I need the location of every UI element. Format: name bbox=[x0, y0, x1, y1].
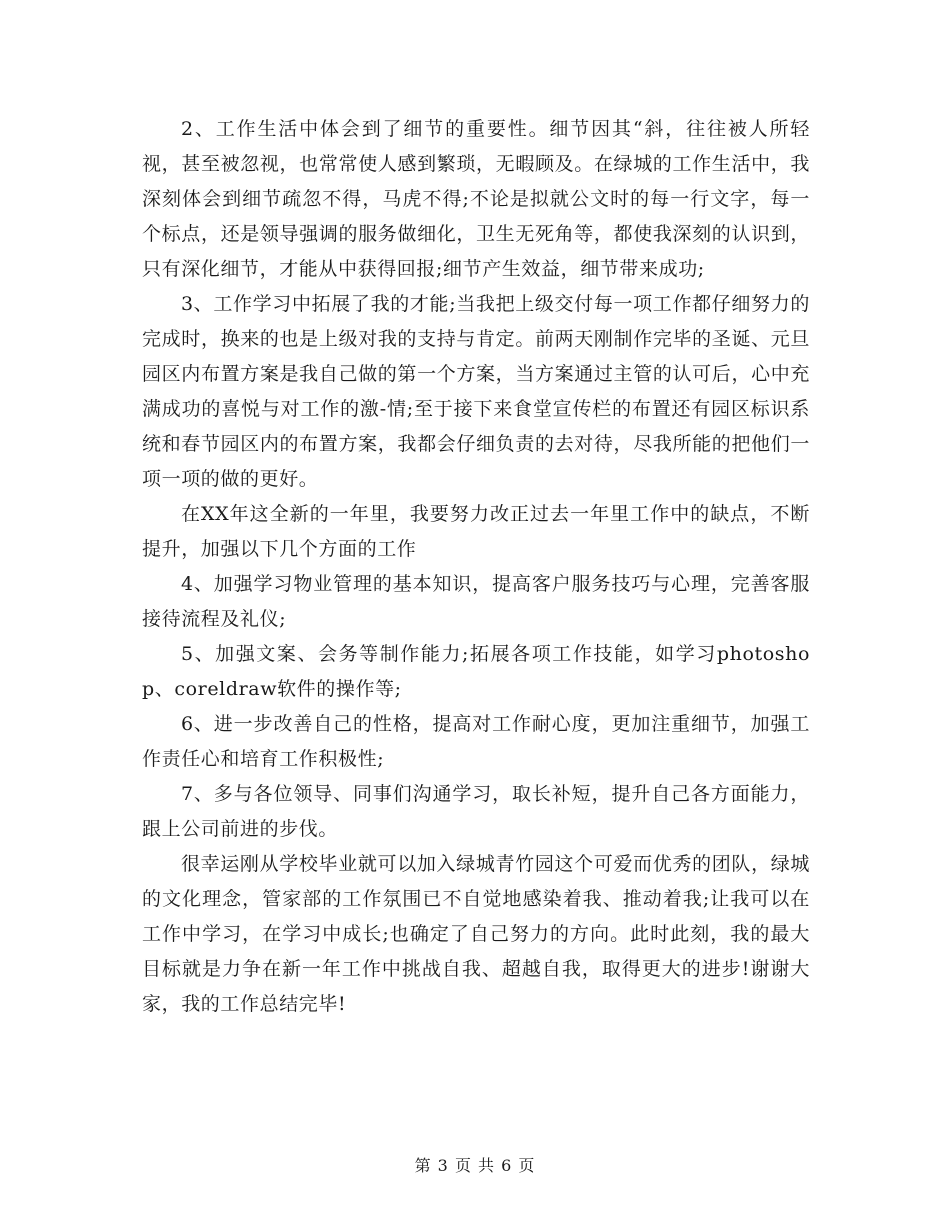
page-number-footer: 第 3 页 共 6 页 bbox=[414, 1156, 536, 1175]
paragraph-item-2: 2、工作生活中体会到了细节的重要性。细节因其“斜，往往被人所轻视，甚至被忽视，也常常使人感到繁琐，无暇顾及。在绿城的工作生活中，我深刻体会到细节疏忽不得，马虎不得;不论是拟就公文时的每一行文字，每一个标点，还是领导强调的服务做细化，卫生无死角等，都使我深刻的认识到，只有深化细节，才能从中获得回报;细节产生效益，细节带来成功; bbox=[142, 118, 810, 280]
document-body bbox=[142, 112, 810, 1022]
paragraph-item-4: 4、加强学习物业管理的基本知识，提高客户服务技巧与心理，完善客服接待流程及礼仪; bbox=[142, 573, 810, 630]
paragraph-item-7: 7、多与各位领导、同事们沟通学习，取长补短，提升自己各方面能力，跟上公司前进的步伐。 bbox=[142, 783, 810, 840]
paragraph-item-3: 3、工作学习中拓展了我的才能;当我把上级交付每一项工作都仔细努力的完成时，换来的也是上级对我的支持与肯定。前两天刚制作完毕的圣诞、元旦园区内布置方案是我自己做的第一个方案，当方案通过主管的认可后，心中充满成功的喜悦与对工作的激-情;至于接下来食堂宣传栏的布置还有园区标识系统和春节园区内的布置方案，我都会仔细负责的去对待，尽我所能的把他们一项一项的做的更好。 bbox=[142, 293, 810, 490]
paragraph-item-5: 5、加强文案、会务等制作能力;拓展各项工作技能，如学习photoshop、coreldraw软件的操作等; bbox=[142, 643, 810, 700]
paragraph-item-6: 6、进一步改善自己的性格，提高对工作耐心度，更加注重细节，加强工作责任心和培育工作积极性; bbox=[142, 713, 810, 770]
paragraph-closing: 很幸运刚从学校毕业就可以加入绿城青竹园这个可爱而优秀的团队，绿城的文化理念，管家部的工作氛围已不自觉地感染着我、推动着我;让我可以在工作中学习，在学习中成长;也确定了自己努力的方向。此时此刻，我的最大目标就是力争在新一年工作中挑战自我、超越自我，取得更大的进步!谢谢大家，我的工作总结完毕! bbox=[142, 853, 810, 1015]
paragraph-new-year-intro: 在XX年这全新的一年里，我要努力改正过去一年里工作中的缺点，不断提升，加强以下几个方面的工作 bbox=[142, 503, 810, 560]
